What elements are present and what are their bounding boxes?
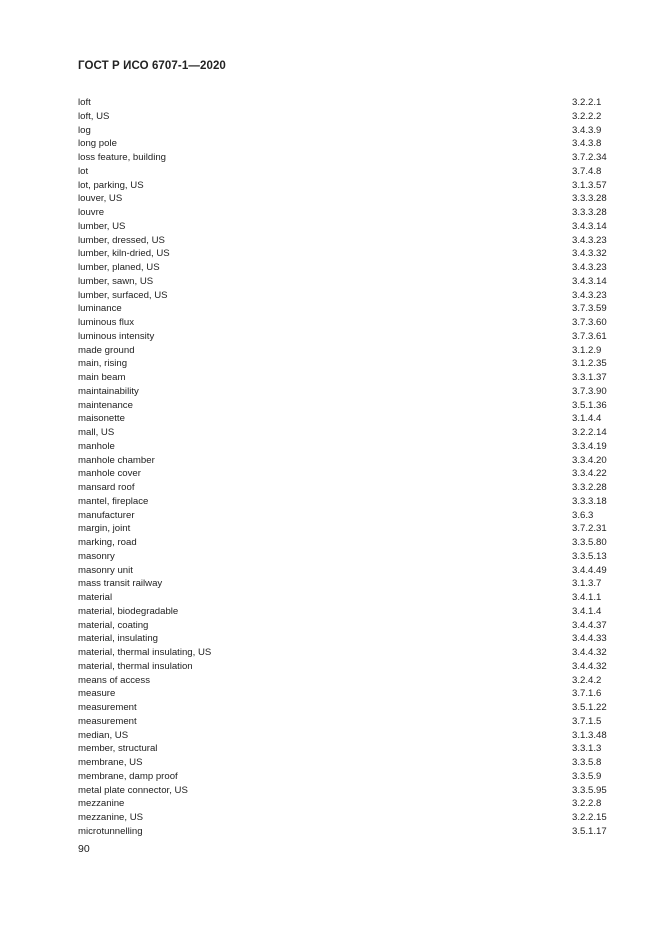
index-ref: 3.7.3.59 xyxy=(572,303,607,315)
index-ref: 3.1.3.7 xyxy=(572,578,602,590)
index-ref: 3.7.1.6 xyxy=(572,688,602,700)
index-term: main beam xyxy=(78,372,126,383)
index-ref: 3.3.4.22 xyxy=(572,468,607,480)
index-entry xyxy=(78,344,612,358)
index-ref: 3.2.2.2 xyxy=(572,110,602,122)
index-entry xyxy=(78,124,612,138)
index-entry xyxy=(78,481,612,495)
index-entry xyxy=(78,674,612,688)
index-term: lumber, surfaced, US xyxy=(78,289,168,301)
index-term: manhole chamber xyxy=(78,454,155,466)
index-entry xyxy=(78,426,612,440)
index-entry xyxy=(78,797,612,811)
index-ref: 3.2.2.1 xyxy=(572,97,602,108)
index-entry xyxy=(78,454,612,468)
index-term: lumber, US xyxy=(78,220,126,232)
index-term: lot xyxy=(78,165,89,177)
index-term: metal plate connector, US xyxy=(78,784,188,796)
index-term: made ground xyxy=(78,344,135,356)
index-entry xyxy=(78,619,612,633)
index-entry xyxy=(78,522,612,536)
index-term: masonry xyxy=(78,550,115,562)
index-ref: 3.3.5.80 xyxy=(572,537,607,548)
index-ref: 3.3.3.28 xyxy=(572,193,607,205)
index-term: mezzanine, US xyxy=(78,812,144,823)
index-term: mass transit railway xyxy=(78,578,163,590)
index-entry xyxy=(78,192,612,206)
index-entry xyxy=(78,302,612,316)
index-ref: 3.1.4.4 xyxy=(572,413,602,425)
index-ref: 3.7.3.60 xyxy=(572,317,607,328)
index-term: log xyxy=(78,124,91,136)
index-term: material, thermal insulating, US xyxy=(78,647,212,658)
index-ref: 3.4.4.49 xyxy=(572,564,607,576)
index-entry xyxy=(78,206,612,220)
index-ref: 3.4.4.32 xyxy=(572,647,607,658)
index-ref: 3.4.1.4 xyxy=(572,605,602,617)
index-term: lot, parking, US xyxy=(78,179,144,191)
index-term: material, insulating xyxy=(78,633,158,645)
index-term: maintainability xyxy=(78,385,139,397)
index-entry xyxy=(78,357,612,371)
index-term: material xyxy=(78,592,113,603)
index-ref: 3.2.2.15 xyxy=(572,812,607,823)
index-entry xyxy=(78,509,612,523)
index-term: loft xyxy=(78,97,91,108)
index-term: lumber, kiln-dried, US xyxy=(78,248,170,260)
index-ref: 3.4.3.32 xyxy=(572,248,607,260)
index-ref: 3.5.1.22 xyxy=(572,702,607,713)
term-index xyxy=(78,96,612,839)
index-ref: 3.4.3.9 xyxy=(572,124,602,136)
index-entry xyxy=(78,220,612,234)
document-header: ГОСТ Р ИСО 6707-1—2020 xyxy=(78,60,226,72)
index-ref: 3.7.3.90 xyxy=(572,385,607,397)
index-ref: 3.7.3.61 xyxy=(572,330,607,342)
index-term: loss feature, building xyxy=(78,152,166,163)
index-ref: 3.3.5.95 xyxy=(572,784,607,796)
index-term: material, coating xyxy=(78,619,149,631)
index-ref: 3.7.4.8 xyxy=(572,165,602,177)
page-number: 90 xyxy=(78,843,90,855)
index-entry xyxy=(78,330,612,344)
index-ref: 3.4.4.32 xyxy=(572,660,607,672)
index-term: luminance xyxy=(78,303,122,315)
index-term: measurement xyxy=(78,715,137,727)
index-entry xyxy=(78,261,612,275)
index-entry xyxy=(78,756,612,770)
index-entry xyxy=(78,646,612,660)
index-ref: 3.6.3 xyxy=(572,509,594,521)
index-term: louver, US xyxy=(78,193,123,205)
index-term: lumber, sawn, US xyxy=(78,275,154,287)
index-term: manhole xyxy=(78,440,115,452)
index-ref: 3.2.2.8 xyxy=(572,798,602,810)
index-ref: 3.3.4.19 xyxy=(572,440,607,452)
index-term: masonry unit xyxy=(78,564,133,576)
index-term: material, biodegradable xyxy=(78,605,179,617)
index-ref: 3.4.4.37 xyxy=(572,619,607,631)
index-ref: 3.1.3.57 xyxy=(572,179,607,191)
index-ref: 3.4.3.23 xyxy=(572,289,607,301)
index-term: luminous intensity xyxy=(78,330,155,342)
index-term: means of access xyxy=(78,674,150,686)
index-ref: 3.3.5.8 xyxy=(572,757,602,768)
index-ref: 3.3.1.37 xyxy=(572,372,607,383)
index-entry xyxy=(78,825,612,839)
index-ref: 3.4.3.8 xyxy=(572,138,602,150)
index-term: lumber, dressed, US xyxy=(78,234,165,246)
index-entry xyxy=(78,467,612,481)
index-term: mantel, fireplace xyxy=(78,495,149,507)
index-term: mansard roof xyxy=(78,482,135,493)
index-entry xyxy=(78,770,612,784)
index-ref: 3.3.1.3 xyxy=(572,743,602,755)
index-term: louvre xyxy=(78,207,105,218)
index-term: loft, US xyxy=(78,110,110,122)
index-ref: 3.1.3.48 xyxy=(572,729,607,741)
index-entry xyxy=(78,151,612,165)
index-entry xyxy=(78,110,612,124)
index-term: material, thermal insulation xyxy=(78,660,193,672)
index-entry xyxy=(78,96,612,110)
index-entry xyxy=(78,591,612,605)
index-term: median, US xyxy=(78,729,129,741)
index-entry xyxy=(78,275,612,289)
index-entry xyxy=(78,687,612,701)
index-ref: 3.7.2.31 xyxy=(572,523,607,535)
index-entry xyxy=(78,811,612,825)
index-term: marking, road xyxy=(78,537,137,548)
index-entry xyxy=(78,165,612,179)
index-ref: 3.5.1.36 xyxy=(572,399,607,411)
index-ref: 3.5.1.17 xyxy=(572,825,607,837)
index-term: maisonette xyxy=(78,413,125,425)
index-entry xyxy=(78,742,612,756)
index-entry xyxy=(78,536,612,550)
index-term: margin, joint xyxy=(78,523,131,535)
index-entry xyxy=(78,495,612,509)
index-ref: 3.3.5.13 xyxy=(572,550,607,562)
index-entry xyxy=(78,632,612,646)
index-term: member, structural xyxy=(78,743,158,755)
index-entry xyxy=(78,371,612,385)
index-entry xyxy=(78,564,612,578)
index-term: mezzanine xyxy=(78,798,125,810)
index-entry xyxy=(78,385,612,399)
index-term: membrane, damp proof xyxy=(78,770,178,782)
index-entry xyxy=(78,605,612,619)
index-entry xyxy=(78,715,612,729)
index-ref: 3.2.2.14 xyxy=(572,427,607,438)
index-entry xyxy=(78,247,612,261)
index-term: luminous flux xyxy=(78,317,134,328)
index-term: lumber, planed, US xyxy=(78,262,160,273)
index-ref: 3.1.2.9 xyxy=(572,344,602,356)
index-ref: 3.4.1.1 xyxy=(572,592,602,603)
index-ref: 3.1.2.35 xyxy=(572,358,607,370)
index-term: manufacturer xyxy=(78,509,135,521)
index-entry xyxy=(78,784,612,798)
index-ref: 3.3.5.9 xyxy=(572,770,602,782)
index-term: maintenance xyxy=(78,399,133,411)
index-term: mall, US xyxy=(78,427,115,438)
index-entry xyxy=(78,316,612,330)
index-term: measure xyxy=(78,688,116,700)
index-ref: 3.4.4.33 xyxy=(572,633,607,645)
index-ref: 3.3.4.20 xyxy=(572,454,607,466)
index-entry xyxy=(78,701,612,715)
index-entry xyxy=(78,234,612,248)
index-ref: 3.4.3.23 xyxy=(572,234,607,246)
index-ref: 3.4.3.14 xyxy=(572,275,607,287)
index-entry xyxy=(78,137,612,151)
index-ref: 3.3.2.28 xyxy=(572,482,607,493)
index-entry xyxy=(78,660,612,674)
index-ref: 3.4.3.14 xyxy=(572,220,607,232)
index-ref: 3.7.1.5 xyxy=(572,715,602,727)
index-term: main, rising xyxy=(78,358,128,370)
index-entry xyxy=(78,577,612,591)
index-entry xyxy=(78,440,612,454)
index-entry xyxy=(78,399,612,413)
index-ref: 3.2.4.2 xyxy=(572,674,602,686)
index-ref: 3.3.3.18 xyxy=(572,495,607,507)
index-entry xyxy=(78,289,612,303)
index-term: manhole cover xyxy=(78,468,141,480)
index-entry xyxy=(78,729,612,743)
index-ref: 3.7.2.34 xyxy=(572,152,607,163)
index-term: measurement xyxy=(78,702,137,713)
index-entry xyxy=(78,412,612,426)
index-ref: 3.3.3.28 xyxy=(572,207,607,218)
index-term: membrane, US xyxy=(78,757,143,768)
index-entry xyxy=(78,179,612,193)
index-term: microtunnelling xyxy=(78,825,143,837)
index-entry xyxy=(78,550,612,564)
index-term: long pole xyxy=(78,138,117,150)
index-ref: 3.4.3.23 xyxy=(572,262,607,273)
